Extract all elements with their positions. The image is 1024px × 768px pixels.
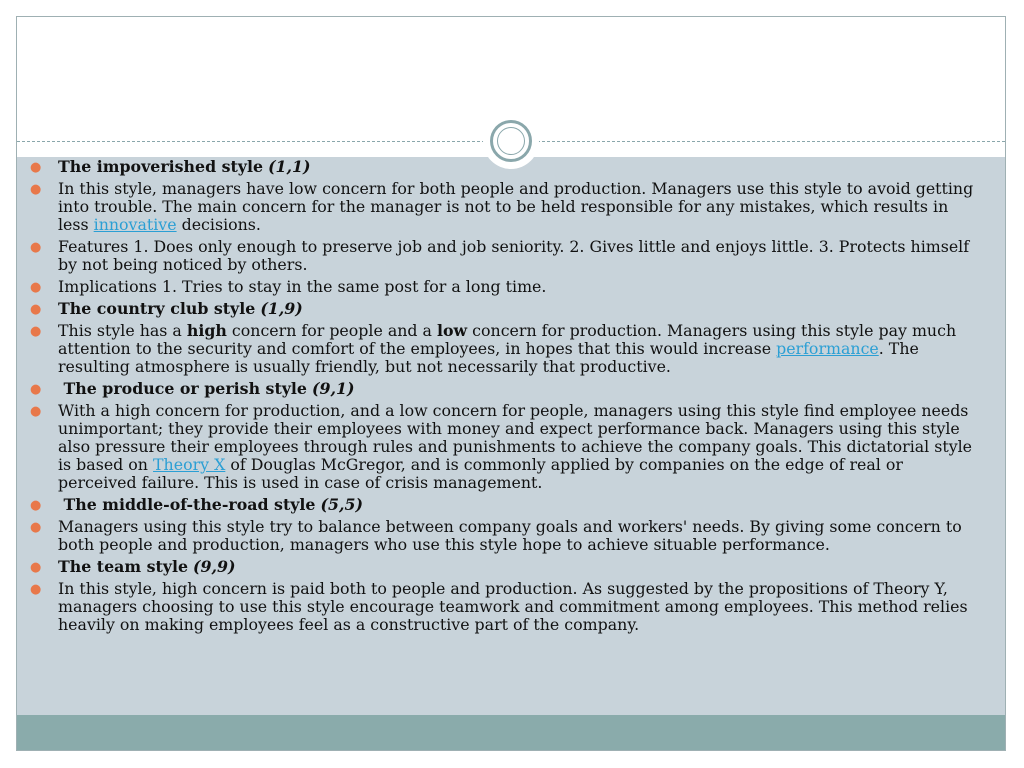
paragraph-text: This style has a [58,321,187,340]
list-item [30,321,982,376]
paragraph-text: of Douglas McGregor, and is commonly applied by companies on the edge of real or perceived failure. This is used in case of crisis management. [58,455,903,492]
list-item [30,557,982,576]
bullet-icon: ● [30,302,42,317]
grid-code: (9,1) [312,379,355,398]
list-item [30,237,982,274]
bullet-icon: ● [30,520,42,535]
paragraph-text: In this style, high concern is paid both to people and production. As suggested by the propositions of Theory Y, managers choosing to use this style encourage teamwork and commitment among employees. This method relies heavily on making employees feel as a constructive part of the company. [58,579,968,634]
bullet-icon: ● [30,404,42,419]
paragraph-text: In this style, managers have low concern for both people and production. Managers use this style to avoid getting into trouble. The main concern for the manager is not to be held responsible for any mistakes, which results in less [58,179,974,234]
list-item [30,157,982,176]
paragraph-text: Implications 1. Tries to stay in the same post for a long time. [58,277,547,296]
paragraph-text: concern for production. Managers using this style pay much attention to the security and comfort of the employees, in hopes that this would increase [58,321,957,358]
paragraph-text: . The resulting atmosphere is usually friendly, but not necessarily that productive. [58,339,919,376]
paragraph-text: concern for people and a [226,321,437,340]
list-item [30,495,982,514]
innovative-link[interactable]: innovative [93,215,177,234]
bullet-icon: ● [30,160,42,175]
list-item [30,299,982,318]
grid-code: (1,9) [260,299,303,318]
list-item [30,379,982,398]
bullet-icon: ● [30,240,42,255]
paragraph-text: decisions. [176,215,261,234]
bullet-icon: ● [30,582,42,597]
ring-inner-icon [497,127,525,155]
style-heading-text: The produce or perish style [63,379,307,398]
list-item [30,179,982,234]
performance-link[interactable]: performance [776,339,879,358]
bullet-icon: ● [30,382,42,397]
style-heading: The team style [58,557,189,576]
style-heading: The country club style [58,299,256,318]
list-item [30,579,982,634]
grid-code: (5,5) [320,495,363,514]
grid-code: (1,1) [268,157,311,176]
grid-code: (9,9) [193,557,236,576]
bullet-icon: ● [30,498,42,513]
style-heading [58,379,307,398]
list-item [30,401,982,492]
paragraph-text: Managers using this style try to balance between company goals and workers' needs. By giving some concern to both people and production, managers who use this style hope to achieve situable performance. [58,517,962,554]
style-heading-text: The middle-of-the-road style [63,495,316,514]
list-item [30,517,982,554]
paragraph-text: Features 1. Does only enough to preserve job and job seniority. 2. Gives little and enjoys little. 3. Protects himself by not being noticed by others. [58,237,970,274]
style-heading: The impoverished style [58,157,264,176]
bullet-icon: ● [30,560,42,575]
footer-band [17,715,1005,750]
paragraph-text: With a high concern for production, and a low concern for people, managers using this style find employee needs unimportant; they provide their employees with money and expect performance back. Managers using this style also pressure their employees through rules and punishments to achieve the company goals. This dictatorial style is based on [58,401,973,474]
bullet-icon: ● [30,280,42,295]
emphasis-high: high [186,321,227,340]
bullet-icon: ● [30,324,42,339]
emphasis-low: low [437,321,468,340]
style-heading [58,495,315,514]
bullet-icon: ● [30,182,42,197]
list-item [30,277,982,296]
bullet-list [30,157,982,638]
theory-x-link[interactable]: Theory X [153,455,226,474]
